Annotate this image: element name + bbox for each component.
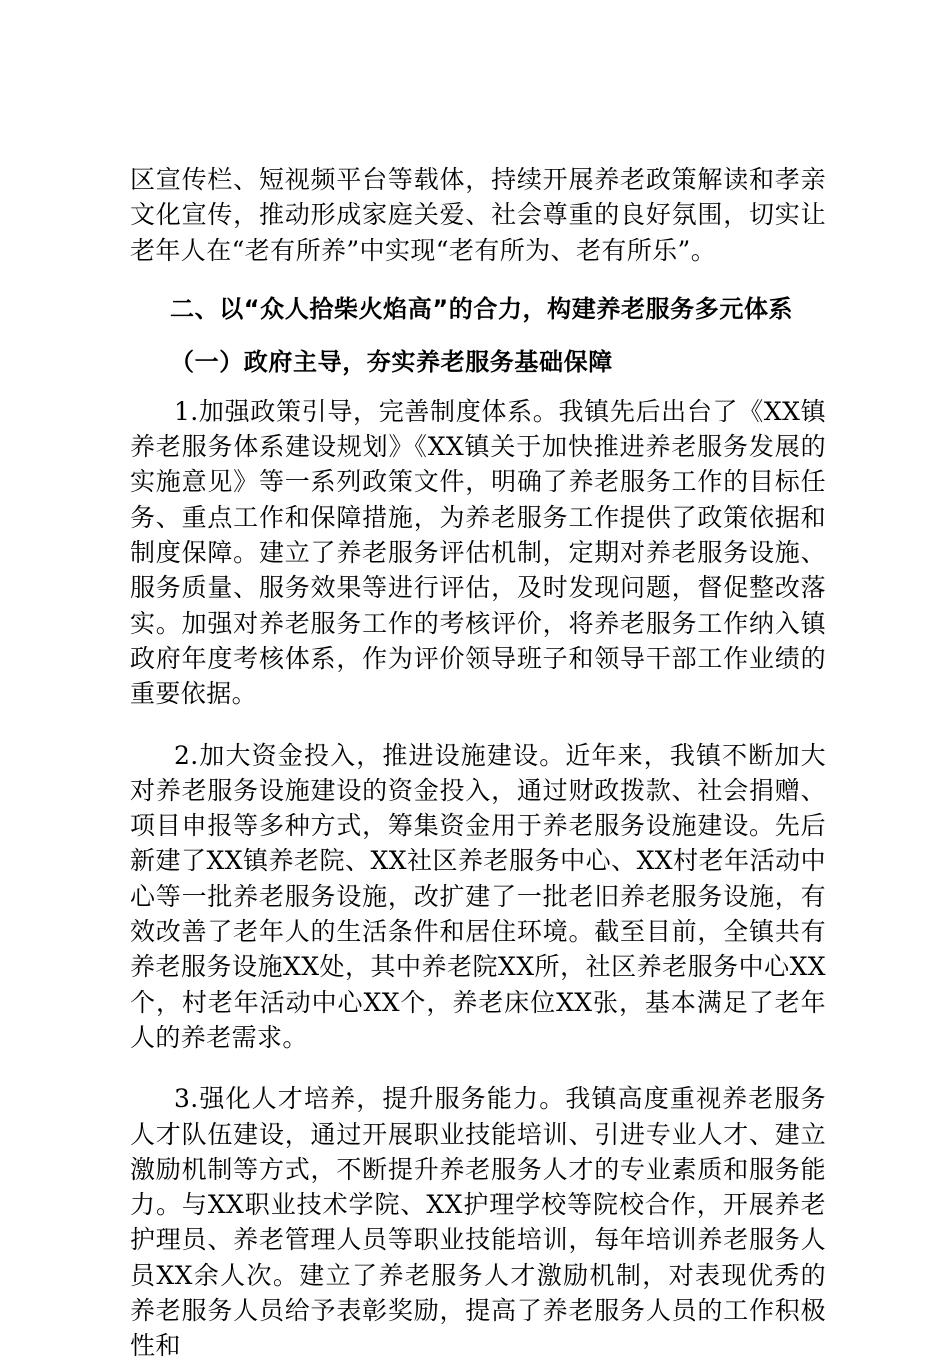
paragraph-policy: 1.加强政策引导，完善制度体系。我镇先后出台了《XX镇养老服务体系建设规划》《XX镇关于加快推进养老服务发展的实施意见》等一系列政策文件，明确了养老服务工作的目标任务、重点工作和保障措施，为养老服务工作提供了政策依据和制度保障。建立了养老服务评估机制，定期对养老服务设施、服务质量、服务效果等进行评估，及时发现问题，督促整改落实。加强对养老服务工作的考核评价，将养老服务工作纳入镇政府年度考核体系，作为评价领导班子和领导干部工作业绩的重要依据。 [130, 396, 826, 709]
paragraph-talent: 3.强化人才培养，提升服务能力。我镇高度重视养老服务人才队伍建设，通过开展职业技能培训、引进专业人才、建立激励机制等方式，不断提升养老服务人才的专业素质和服务能力。与XX职业技术学院、XX护理学校等院校合作，开展养老护理员、养老管理人员等职业技能培训，每年培训养老服务人员XX余人次。建立了养老服务人才激励机制，对表现优秀的养老服务人员给予表彰奖励，提高了养老服务人员的工作积极性和 [130, 1084, 826, 1361]
subsection-heading: （一）政府主导，夯实养老服务基础保障 [170, 347, 613, 376]
continuation-paragraph: 区宣传栏、短视频平台等载体，持续开展养老政策解读和孝亲文化宣传，推动形成家庭关爱、社会尊重的良好氛围，切实让老年人在“老有所养”中实现“老有所为、老有所乐”。 [130, 165, 826, 265]
document-body [130, 162, 826, 1364]
section-heading: 二、以“众人拾柴火焰高”的合力，构建养老服务多元体系 [170, 294, 794, 323]
paragraph-funding: 2.加大资金投入，推进设施建设。近年来，我镇不断加大对养老服务设施建设的资金投入，通过财政拨款、社会捐赠、项目申报等多种方式，筹集资金用于养老服务设施建设。先后新建了XX镇养老院、XX社区养老服务中心、XX村老年活动中心等一批养老服务设施，改扩建了一批老旧养老服务设施，有效改善了老年人的生活条件和居住环境。截至目前，全镇共有养老服务设施XX处，其中养老院XX所，社区养老服务中心XX个，村老年活动中心XX个，养老床位XX张，基本满足了老年人的养老需求。 [130, 740, 826, 1052]
